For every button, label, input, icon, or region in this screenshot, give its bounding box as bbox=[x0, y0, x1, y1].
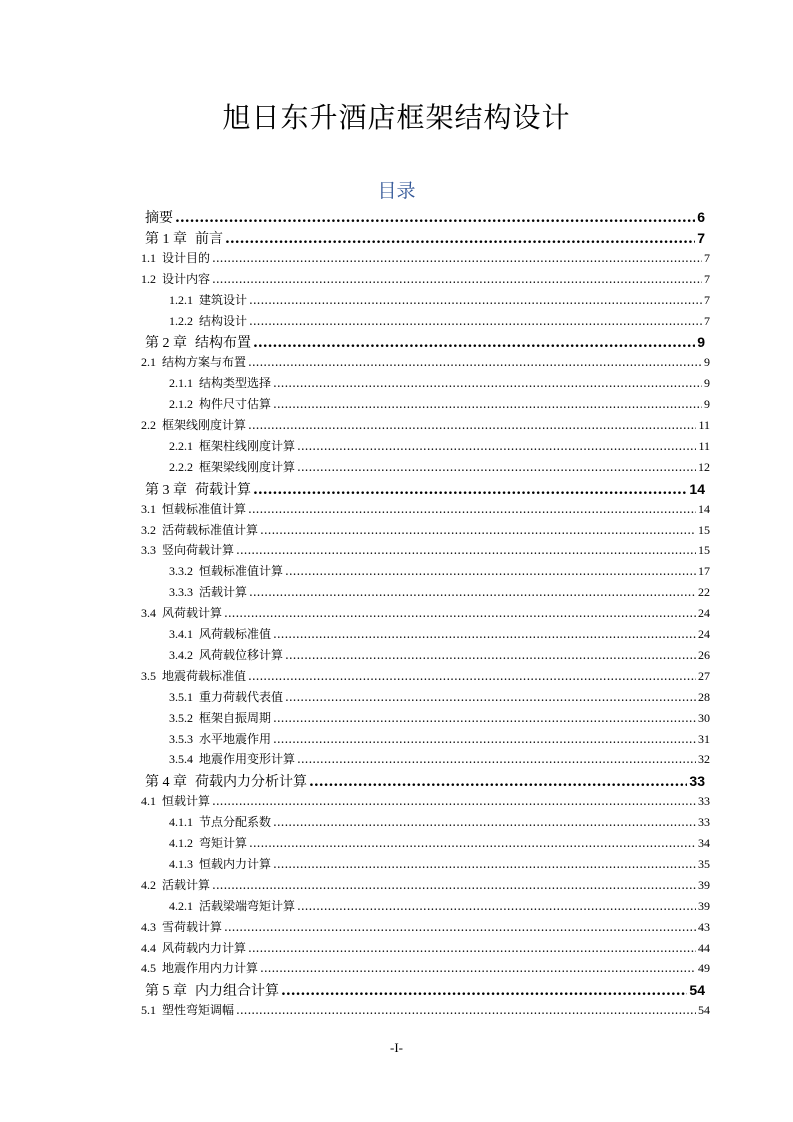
toc-entry-number: 2.1.1 bbox=[169, 376, 193, 391]
toc-entry[interactable] bbox=[141, 918, 710, 935]
toc-leader-dots bbox=[253, 482, 687, 498]
toc-entry[interactable] bbox=[169, 709, 710, 726]
toc-leader-dots bbox=[249, 314, 702, 328]
toc-entry-page: 54 bbox=[698, 1003, 710, 1018]
toc-leader-dots bbox=[248, 418, 696, 432]
toc-entry-number: 4.5 bbox=[141, 961, 156, 976]
toc-entry[interactable] bbox=[141, 416, 710, 433]
toc-entry-number: 3.4.2 bbox=[169, 647, 193, 662]
toc-entry[interactable] bbox=[169, 813, 710, 830]
toc-entry-page: 39 bbox=[698, 898, 710, 913]
toc-entry-title: 地震荷载标准值 bbox=[162, 668, 247, 683]
toc-leader-dots bbox=[273, 732, 696, 746]
toc-leader-dots bbox=[212, 251, 702, 265]
toc-entry[interactable] bbox=[141, 1001, 710, 1018]
toc-entry-number: 2.1 bbox=[141, 355, 156, 370]
toc-leader-dots bbox=[249, 585, 696, 599]
toc-leader-dots bbox=[253, 335, 695, 351]
toc-leader-dots bbox=[285, 648, 696, 662]
toc-entry-number: 4.1.3 bbox=[169, 856, 193, 871]
toc-entry[interactable] bbox=[141, 876, 710, 893]
toc-entry-title: 塑性弯矩调幅 bbox=[162, 1003, 235, 1018]
toc-entry-page: 14 bbox=[689, 480, 705, 497]
toc-entry[interactable] bbox=[145, 479, 705, 499]
toc-entry[interactable] bbox=[169, 834, 710, 851]
toc-leader-dots bbox=[212, 272, 702, 286]
toc-entry[interactable] bbox=[169, 583, 710, 600]
toc-entry-title: 风荷载位移计算 bbox=[199, 647, 284, 662]
toc-leader-dots bbox=[273, 711, 696, 725]
toc-entry[interactable] bbox=[169, 646, 710, 663]
toc-entry-number: 第 5 章 bbox=[145, 984, 187, 1000]
toc-entry-title: 设计目的 bbox=[162, 250, 211, 265]
toc-entry-page: 22 bbox=[698, 585, 710, 600]
toc-entry-title: 活载计算 bbox=[162, 877, 211, 892]
toc-leader-dots bbox=[273, 376, 702, 390]
toc-entry[interactable] bbox=[169, 688, 710, 705]
toc-entry-title: 设计内容 bbox=[162, 271, 211, 286]
toc-entry[interactable] bbox=[141, 353, 710, 370]
toc-entry-title: 结构布置 bbox=[195, 335, 251, 352]
toc-entry-page: 15 bbox=[698, 522, 710, 537]
toc-entry-page: 7 bbox=[704, 313, 710, 328]
toc-entry[interactable] bbox=[141, 959, 710, 976]
toc-leader-dots bbox=[212, 878, 696, 892]
toc-entry-number: 3.4 bbox=[141, 606, 156, 621]
toc-entry-title: 结构类型选择 bbox=[199, 376, 272, 391]
toc-entry[interactable] bbox=[141, 541, 710, 558]
toc-entry-page: 34 bbox=[698, 836, 710, 850]
toc-entry-number: 4.1.1 bbox=[169, 815, 193, 830]
toc-leader-dots bbox=[273, 627, 696, 641]
toc-entry-title: 结构设计 bbox=[199, 313, 248, 328]
toc-entry[interactable] bbox=[169, 855, 710, 872]
toc-entry-number: 3.3.2 bbox=[169, 564, 193, 579]
toc-entry[interactable] bbox=[169, 458, 710, 475]
toc-entry-title: 活载梁端弯矩计算 bbox=[199, 898, 296, 913]
toc-entry-number: 4.2.1 bbox=[169, 898, 193, 913]
toc-entry[interactable] bbox=[145, 980, 705, 1000]
toc-leader-dots bbox=[260, 523, 696, 537]
toc-leader-dots bbox=[285, 690, 696, 704]
toc-entry-number: 3.5.3 bbox=[169, 731, 193, 746]
toc-entry-page: 35 bbox=[698, 856, 710, 871]
toc-leader-dots bbox=[297, 752, 696, 766]
toc-entry[interactable] bbox=[145, 771, 705, 791]
toc-entry-title: 风荷载内力计算 bbox=[162, 940, 247, 955]
toc-entry[interactable] bbox=[169, 625, 710, 642]
toc-entry-page: 24 bbox=[698, 627, 710, 641]
toc-entry-page: 17 bbox=[698, 564, 710, 579]
toc-entry-title: 结构方案与布置 bbox=[162, 355, 247, 370]
toc-entry-title: 活荷载标准值计算 bbox=[162, 522, 259, 537]
toc-entry-page: 27 bbox=[698, 668, 710, 683]
toc-entry-title: 地震作用内力计算 bbox=[162, 961, 259, 976]
toc-entry-page: 11 bbox=[698, 438, 710, 453]
toc-heading: 目录 bbox=[377, 180, 416, 202]
toc-leader-dots bbox=[224, 920, 696, 934]
toc-entry-page: 12 bbox=[698, 459, 710, 474]
toc-entry-page: 7 bbox=[704, 292, 710, 307]
toc-entry-page: 49 bbox=[698, 961, 710, 976]
toc-entry[interactable] bbox=[169, 312, 710, 329]
toc-entry-page: 9 bbox=[704, 355, 710, 370]
toc-leader-dots bbox=[260, 961, 696, 975]
toc-entry[interactable] bbox=[169, 730, 710, 747]
toc-leader-dots bbox=[248, 669, 696, 683]
toc-entry-page: 26 bbox=[698, 647, 710, 662]
toc-entry-title: 竖向荷载计算 bbox=[162, 543, 235, 558]
toc-entry-page: 14 bbox=[698, 501, 710, 516]
toc-entry[interactable] bbox=[141, 249, 710, 266]
toc-entry-number: 3.5 bbox=[141, 668, 156, 683]
toc-leader-dots bbox=[297, 460, 696, 474]
toc-leader-dots bbox=[248, 941, 696, 955]
toc-entry[interactable] bbox=[169, 897, 710, 914]
toc-entry-title: 弯矩计算 bbox=[199, 836, 248, 850]
toc-leader-dots bbox=[175, 210, 695, 226]
toc-entry-number: 1.2.2 bbox=[169, 313, 193, 328]
page-number: -I- bbox=[390, 1040, 403, 1055]
toc-leader-dots bbox=[285, 564, 696, 578]
toc-entry[interactable] bbox=[141, 939, 710, 956]
toc-entry-number: 3.4.1 bbox=[169, 627, 193, 641]
toc-entry-page: 33 bbox=[689, 773, 705, 790]
toc-entry-page: 7 bbox=[704, 250, 710, 265]
toc-entry-title: 雪荷载计算 bbox=[162, 919, 223, 934]
toc-entry-number: 3.5.4 bbox=[169, 752, 193, 767]
toc-entry-page: 31 bbox=[698, 731, 710, 746]
toc-entry-page: 28 bbox=[698, 689, 710, 704]
toc-entry-title: 恒载标准值计算 bbox=[162, 501, 247, 516]
toc-entry[interactable] bbox=[169, 562, 710, 579]
document-title: 旭日东升酒店框架结构设计 bbox=[222, 101, 571, 134]
toc-entry-page: 9 bbox=[704, 376, 710, 391]
toc-entry[interactable] bbox=[141, 500, 710, 517]
toc-entry-number: 1.1 bbox=[141, 250, 156, 265]
toc-entry-page: 39 bbox=[698, 877, 710, 892]
toc-entry[interactable] bbox=[141, 792, 710, 809]
toc-entry-title: 框架柱线刚度计算 bbox=[199, 438, 296, 453]
toc-entry[interactable] bbox=[141, 521, 710, 538]
toc-entry-number: 2.2.2 bbox=[169, 459, 193, 474]
toc-entry-number: 1.2.1 bbox=[169, 292, 193, 307]
toc-leader-dots bbox=[224, 606, 696, 620]
toc-entry-title: 荷载内力分析计算 bbox=[195, 774, 307, 791]
toc-entry[interactable] bbox=[169, 750, 710, 767]
toc-entry-page: 15 bbox=[698, 543, 710, 558]
toc-leader-dots bbox=[248, 502, 696, 516]
toc-entry[interactable] bbox=[141, 270, 710, 287]
toc-entry-page: 33 bbox=[698, 794, 710, 809]
toc-leader-dots bbox=[236, 1003, 696, 1017]
toc-entry-number: 3.5.1 bbox=[169, 689, 193, 704]
toc-entry-page: 24 bbox=[698, 606, 710, 621]
toc-entry[interactable] bbox=[169, 395, 710, 412]
toc-leader-dots bbox=[248, 355, 702, 369]
toc-entry[interactable] bbox=[145, 228, 705, 248]
toc-entry-number: 第 3 章 bbox=[145, 482, 187, 498]
toc-entry-title: 内力组合计算 bbox=[195, 983, 279, 1000]
toc-entry-number: 2.2 bbox=[141, 418, 156, 432]
toc-entry[interactable] bbox=[169, 291, 710, 308]
toc-entry-number: 1.2 bbox=[141, 271, 156, 286]
toc-entry-page: 32 bbox=[698, 752, 710, 767]
toc-entry-page: 7 bbox=[704, 271, 710, 286]
toc-entry-page: 44 bbox=[698, 940, 710, 955]
toc-leader-dots bbox=[225, 231, 695, 247]
toc-entry-number: 4.2 bbox=[141, 877, 156, 892]
toc-entry-title: 节点分配系数 bbox=[199, 815, 272, 830]
toc-entry-number: 2.1.2 bbox=[169, 397, 193, 412]
toc-entry-number: 3.3.3 bbox=[169, 585, 193, 600]
toc-entry-number: 2.2.1 bbox=[169, 438, 193, 453]
toc-leader-dots bbox=[309, 774, 687, 790]
toc-entry[interactable] bbox=[145, 207, 705, 227]
toc-entry[interactable] bbox=[169, 437, 710, 454]
toc-entry-title: 摘要 bbox=[145, 210, 173, 226]
toc-entry-number: 第 4 章 bbox=[145, 775, 187, 791]
toc-entry[interactable] bbox=[141, 604, 710, 621]
toc-entry-number: 3.1 bbox=[141, 501, 156, 516]
toc-entry-title: 风荷载计算 bbox=[162, 606, 223, 621]
toc-entry-page: 6 bbox=[697, 209, 705, 225]
toc-entry-title: 风荷载标准值 bbox=[199, 627, 272, 641]
toc-entry-number: 5.1 bbox=[141, 1003, 156, 1018]
toc-entry-title: 前言 bbox=[195, 230, 223, 247]
toc-entry-page: 9 bbox=[697, 334, 705, 351]
toc-leader-dots bbox=[273, 815, 696, 829]
toc-leader-dots bbox=[273, 397, 702, 411]
toc-leader-dots bbox=[236, 543, 696, 557]
toc-leader-dots bbox=[273, 857, 696, 871]
toc-leader-dots bbox=[297, 439, 696, 453]
toc-entry-page: 43 bbox=[698, 919, 710, 934]
toc-entry-title: 框架线刚度计算 bbox=[162, 418, 247, 432]
toc-leader-dots bbox=[249, 293, 702, 307]
toc-entry-title: 恒载标准值计算 bbox=[199, 564, 284, 579]
toc-entry-page: 11 bbox=[698, 418, 710, 432]
toc-entry-title: 重力荷载代表值 bbox=[199, 689, 284, 704]
toc-leader-dots bbox=[249, 836, 696, 850]
toc-entry-number: 第 1 章 bbox=[145, 231, 187, 247]
toc-entry-title: 建筑设计 bbox=[199, 292, 248, 307]
toc-entry-title: 恒载内力计算 bbox=[199, 856, 272, 871]
toc-entry-number: 4.1 bbox=[141, 794, 156, 809]
toc-entry-number: 4.3 bbox=[141, 919, 156, 934]
toc-entry[interactable] bbox=[169, 374, 710, 391]
toc-entry-page: 33 bbox=[698, 815, 710, 830]
toc-entry-number: 3.3 bbox=[141, 543, 156, 558]
toc-entry-title: 框架自振周期 bbox=[199, 710, 272, 725]
toc-leader-dots bbox=[281, 983, 687, 999]
toc-entry-page: 30 bbox=[698, 710, 710, 725]
toc-entry-title: 荷载计算 bbox=[195, 481, 251, 498]
toc-entry[interactable] bbox=[141, 667, 710, 684]
toc-entry-number: 4.1.2 bbox=[169, 836, 193, 850]
toc-entry[interactable] bbox=[145, 332, 705, 352]
toc-entry-title: 构件尺寸估算 bbox=[199, 397, 272, 412]
toc-entry-number: 第 2 章 bbox=[145, 336, 187, 352]
toc-entry-page: 54 bbox=[689, 982, 705, 999]
toc-entry-number: 3.5.2 bbox=[169, 710, 193, 725]
toc-entry-page: 9 bbox=[704, 397, 710, 412]
toc-entry-title: 地震作用变形计算 bbox=[199, 752, 296, 767]
toc-entry-title: 水平地震作用 bbox=[199, 731, 272, 746]
toc-leader-dots bbox=[297, 899, 696, 913]
toc-entry-number: 4.4 bbox=[141, 940, 156, 955]
toc-entry-title: 框架梁线刚度计算 bbox=[199, 459, 296, 474]
toc-entry-title: 恒载计算 bbox=[162, 794, 211, 809]
toc-entry-number: 3.2 bbox=[141, 522, 156, 537]
toc-entry-page: 7 bbox=[697, 229, 705, 246]
toc-entry-title: 活载计算 bbox=[199, 585, 248, 600]
toc-leader-dots bbox=[212, 794, 696, 808]
